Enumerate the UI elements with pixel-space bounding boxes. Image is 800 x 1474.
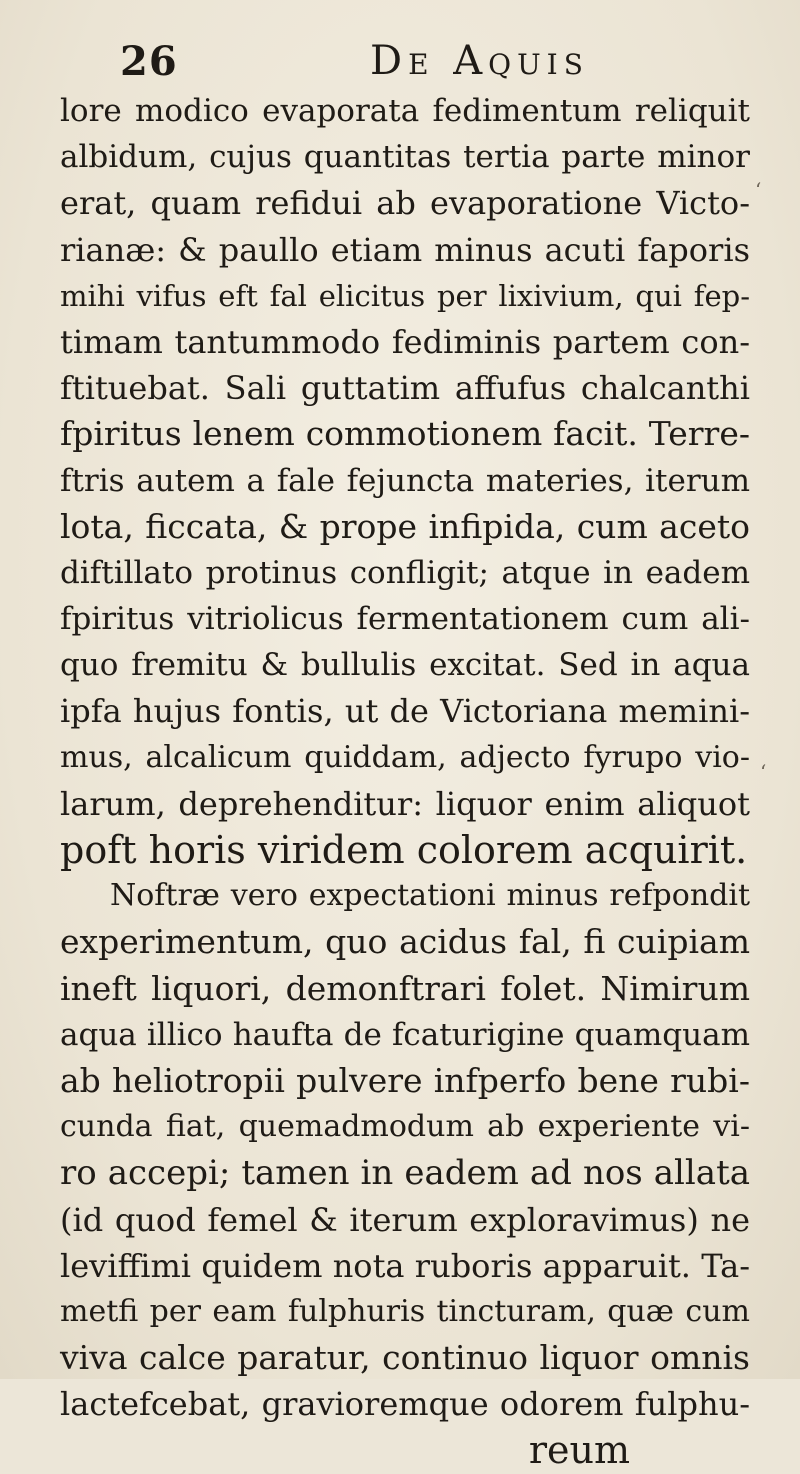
- text-line: fpiritus vitriolicus fermentationem cum ali-: [60, 601, 750, 638]
- page-number: 26: [120, 38, 178, 85]
- running-head: De Aquis: [370, 38, 589, 84]
- text-line: ineft liquori, demonftrari folet. Nimirum: [60, 968, 750, 1008]
- margin-mark: ‘: [760, 760, 767, 784]
- text-line: ro accepi; tamen in eadem ad nos allata: [60, 1153, 750, 1194]
- text-line: ftris autem a fale fejuncta materies, iterum: [60, 462, 750, 499]
- text-line: lactefcebat, gravioremque odorem fulphu-: [60, 1385, 750, 1424]
- text-line: (id quod femel & iterum exploravimus) ne: [60, 1200, 750, 1239]
- text-line: larum, deprehenditur: liquor enim aliquot: [60, 784, 750, 823]
- text-line: lota, ficcata, & prope infipida, cum aceto: [60, 506, 750, 546]
- text-line: ab heliotropii pulvere infperfo bene rubi-: [60, 1060, 750, 1100]
- body-text: [60, 88, 750, 1474]
- text-line: leviffimi quidem nota ruboris apparuit. Ta-: [60, 1246, 750, 1285]
- text-line: ipfa hujus fontis, ut de Victoriana memini-: [60, 692, 750, 731]
- text-line: diftillato protinus confligit; atque in eadem: [60, 554, 750, 591]
- text-line: viva calce paratur, continuo liquor omnis: [60, 1338, 750, 1378]
- text-line: ftituebat. Sali guttatim affufus chalcanthi: [60, 369, 750, 408]
- text-line: mihi vifus eft fal elicitus per lixivium, qui fep-: [60, 278, 750, 313]
- text-line: timam tantummodo fediminis partem con-: [60, 322, 750, 361]
- catchword: reum: [528, 1428, 630, 1473]
- text-line: lore modico evaporata fedimentum reliquit: [60, 93, 750, 129]
- text-line: aqua illico haufta de fcaturigine quamquam: [60, 1016, 750, 1053]
- text-line: rianæ: & paullo etiam minus acuti faporis: [60, 230, 750, 269]
- text-line: metfi per eam fulphuris tincturam, quæ cum: [60, 1293, 750, 1329]
- text-line: mus, alcalicum quiddam, adjecto fyrupo vio-: [60, 739, 750, 775]
- text-line: albidum, cujus quantitas tertia parte minor: [60, 139, 750, 176]
- margin-mark: ‘: [755, 178, 762, 202]
- text-line: erat, quam refidui ab evaporatione Victo-: [60, 184, 750, 223]
- text-line: Noftræ vero expectationi minus refpondit: [110, 878, 750, 914]
- text-line: cunda fiat, quemadmodum ab experiente vi-: [60, 1109, 750, 1145]
- page-header: [120, 38, 680, 88]
- text-line: quo fremitu & bullulis excitat. Sed in aqua: [60, 647, 750, 684]
- text-line: fpiritus lenem commotionem facit. Terre-: [60, 414, 750, 454]
- text-line: poft horis viridem colorem acquirit.: [60, 828, 748, 872]
- text-line: experimentum, quo acidus fal, fi cuipiam: [60, 922, 750, 962]
